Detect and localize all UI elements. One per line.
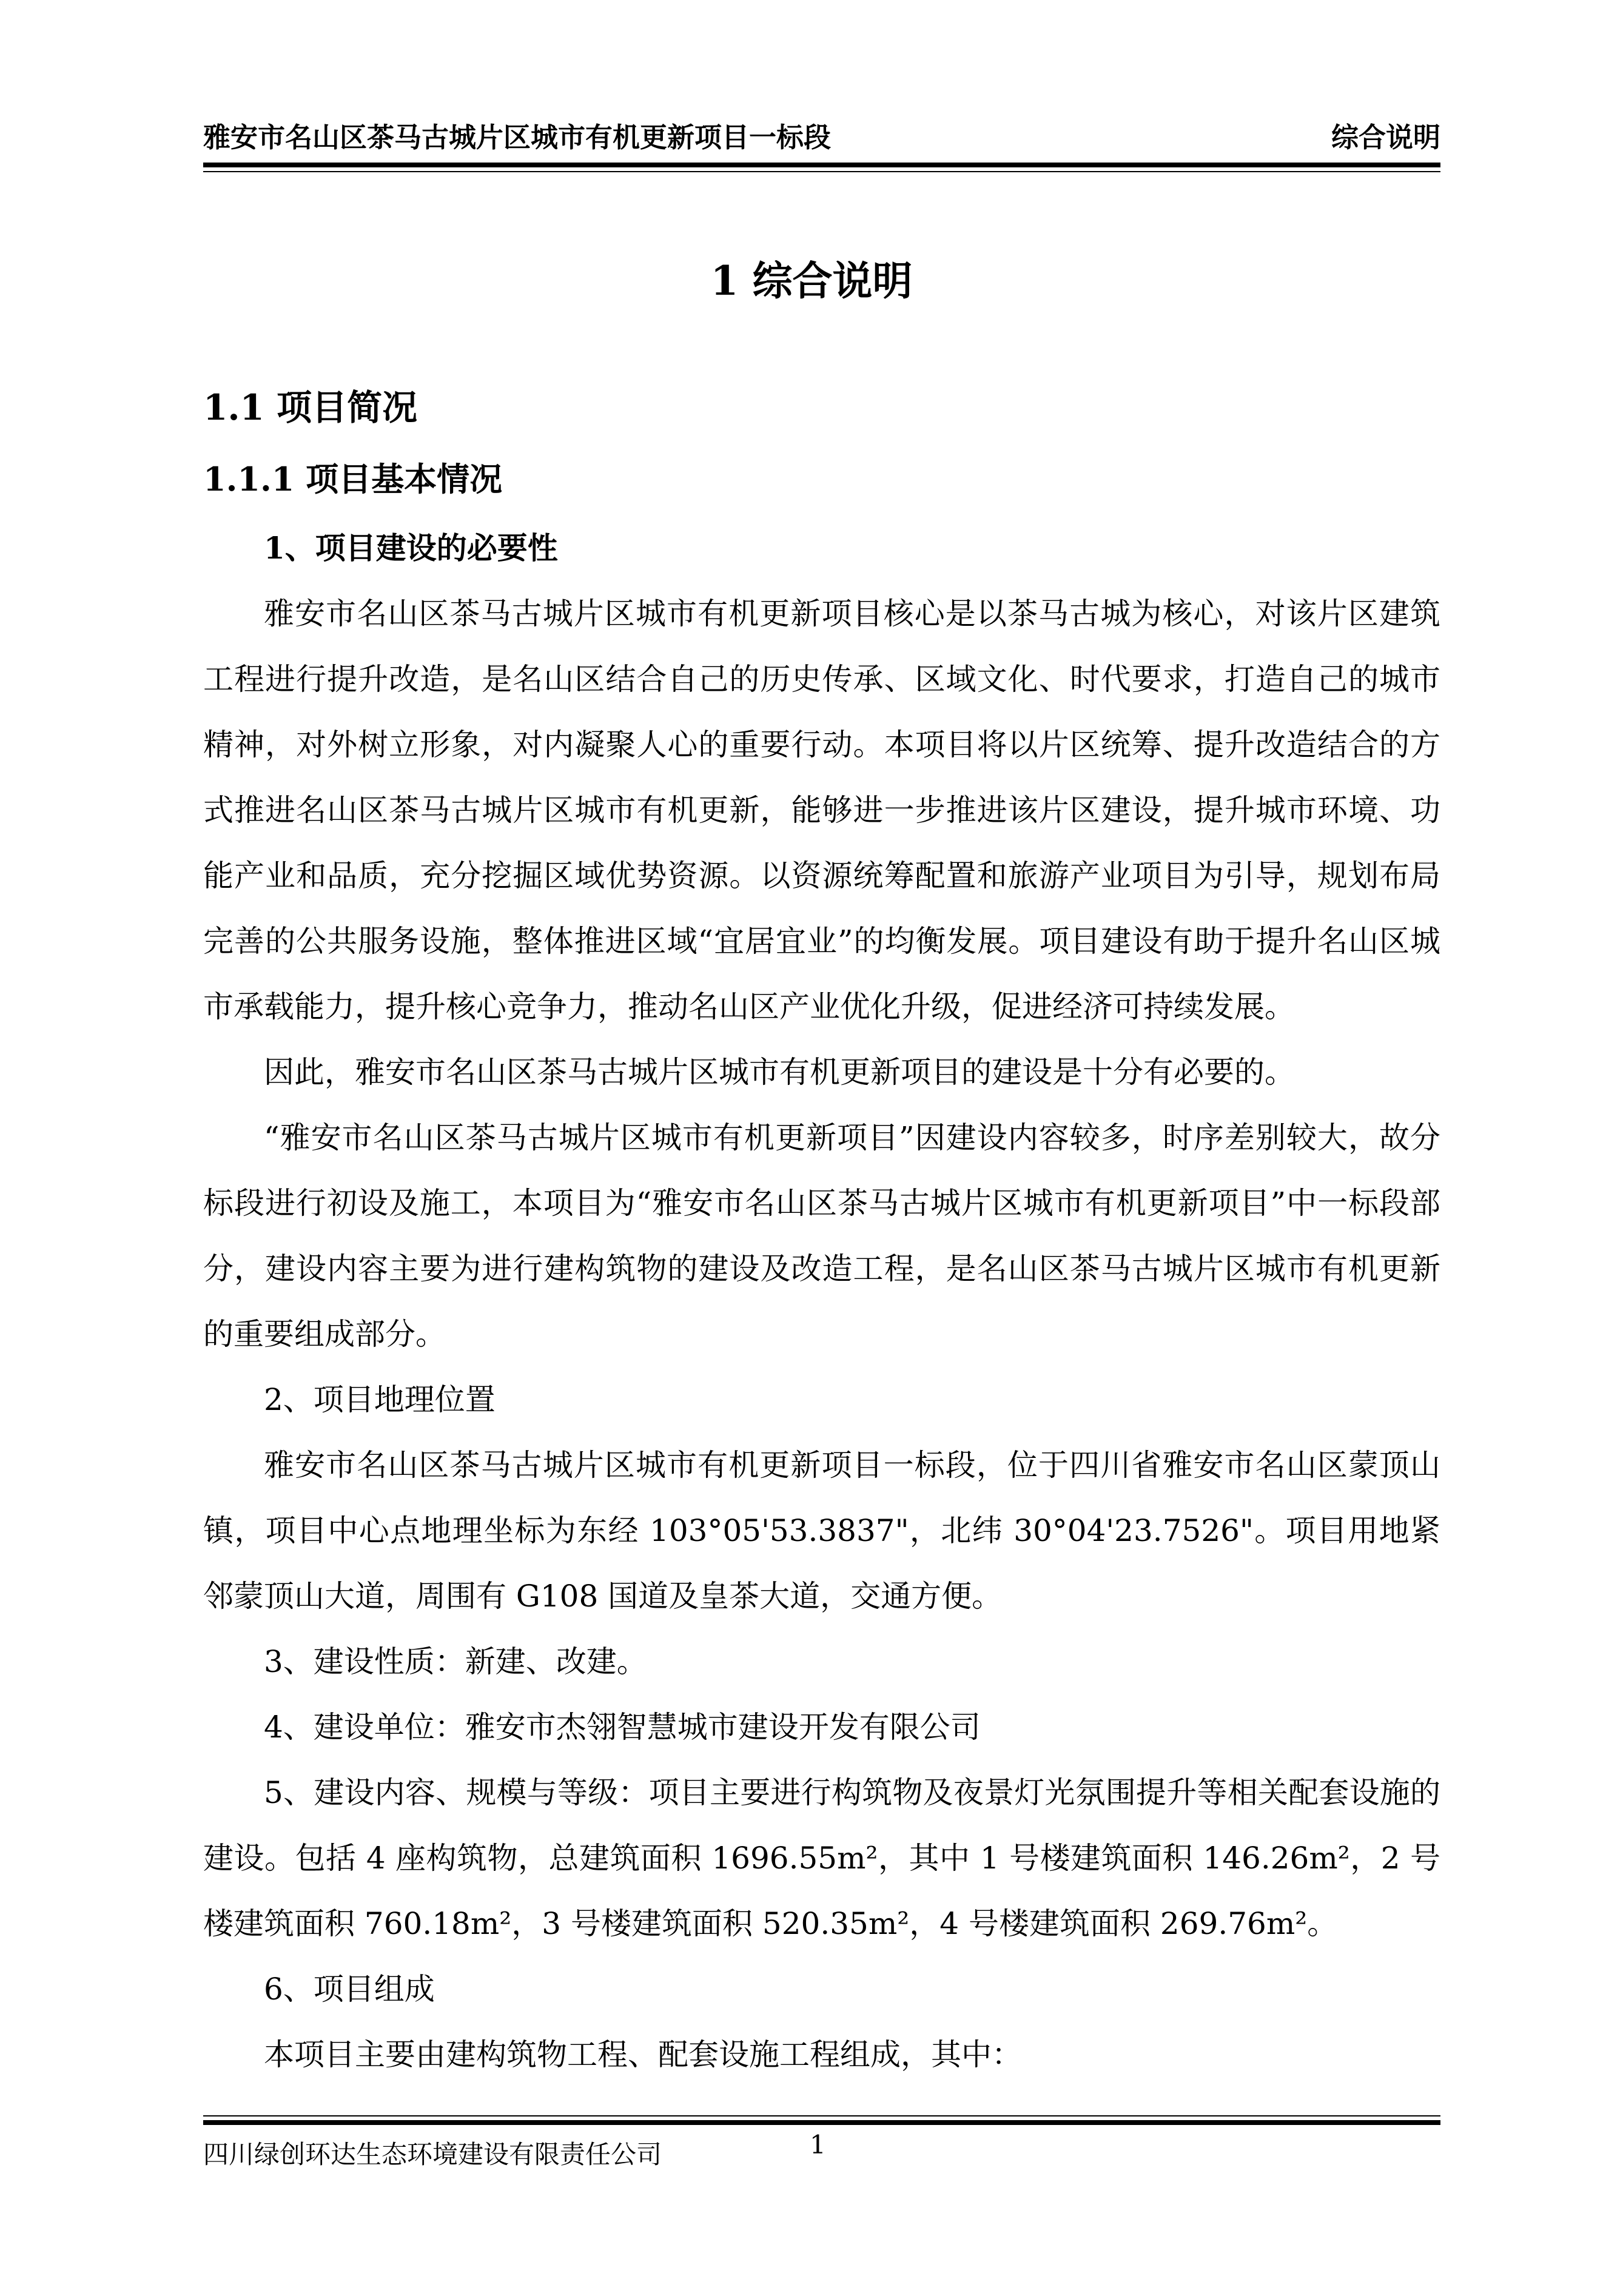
item-heading-composition: 6、项目组成 xyxy=(264,1972,435,2007)
paragraph-conclusion: 因此，雅安市名山区茶马古城片区城市有机更新项目的建设是十分有必要的。 xyxy=(264,1055,1295,1090)
footer-rule-thin xyxy=(203,2115,1440,2116)
header-section-label: 综合说明 xyxy=(1331,121,1440,153)
footer-company: 四川绿创环达生态环境建设有限责任公司 xyxy=(203,2140,662,2169)
paragraph-nature: 3、建设性质：新建、改建。 xyxy=(264,1644,647,1679)
subsection-heading: 1.1.1 项目基本情况 xyxy=(203,460,503,498)
paragraph-location: 雅安市名山区茶马古城片区城市有机更新项目一标段，位于四川省雅安市名山区蒙顶山镇，项目中心点地理坐标为东经 103°05'53.3837"，北纬 30°04'23.7526"。项目用地紧邻蒙顶山大道，周围有 G108 国道及皇茶大道，交通方便。 xyxy=(203,1448,1440,1614)
header-project-title: 雅安市名山区茶马古城片区城市有机更新项目一标段 xyxy=(203,121,832,153)
header-rule-thick xyxy=(203,163,1440,167)
body-text xyxy=(203,515,1440,2087)
paragraph-sections: “雅安市名山区茶马古城片区城市有机更新项目”因建设内容较多，时序差别较大，故分标段进行初设及施工，本项目为“雅安市名山区茶马古城片区城市有机更新项目”中一标段部分，建设内容主要为进行建构筑物的建设及改造工程，是名山区茶马古城片区城市有机更新的重要组成部分。 xyxy=(203,1120,1440,1352)
paragraph-necessity: 雅安市名山区茶马古城片区城市有机更新项目核心是以茶马古城为核心，对该片区建筑工程进行提升改造，是名山区结合自己的历史传承、区域文化、时代要求，打造自己的城市精神，对外树立形象，对内凝聚人心的重要行动。本项目将以片区统筹、提升改造结合的方式推进名山区茶马古城片区城市有机更新，能够进一步推进该片区建设，提升城市环境、功能产业和品质，充分挖掘区域优势资源。以资源统筹配置和旅游产业项目为引导，规划布局完善的公共服务设施，整体推进区域“宜居宜业”的均衡发展。项目建设有助于提升名山区城市承载能力，提升核心竞争力，推动名山区产业优化升级，促进经济可持续发展。 xyxy=(203,596,1440,1024)
paragraph-scale: 5、建设内容、规模与等级：项目主要进行构筑物及夜景灯光氛围提升等相关配套设施的建设。包括 4 座构筑物，总建筑面积 1696.55m²，其中 1 号楼建筑面积 146.26m²，2 号楼建筑面积 760.18m²，3 号楼建筑面积 520.35m²，4 号楼建筑面积 269.76m²。 xyxy=(203,1775,1440,1941)
header-rule-thin xyxy=(203,171,1440,172)
page-number: 1 xyxy=(810,2130,826,2160)
item-heading-location: 2、项目地理位置 xyxy=(264,1382,496,1417)
page-footer xyxy=(203,2130,1440,2171)
item-heading-necessity: 1、项目建设的必要性 xyxy=(264,530,558,566)
footer-rule-thick xyxy=(203,2120,1440,2125)
section-heading: 1.1 项目简况 xyxy=(203,387,418,428)
paragraph-unit: 4、建设单位：雅安市杰翎智慧城市建设开发有限公司 xyxy=(264,1710,981,1745)
chapter-title: 1 综合说明 xyxy=(710,257,913,304)
paragraph-composition: 本项目主要由建构筑物工程、配套设施工程组成，其中： xyxy=(264,2037,1022,2072)
page-header xyxy=(203,115,1440,158)
